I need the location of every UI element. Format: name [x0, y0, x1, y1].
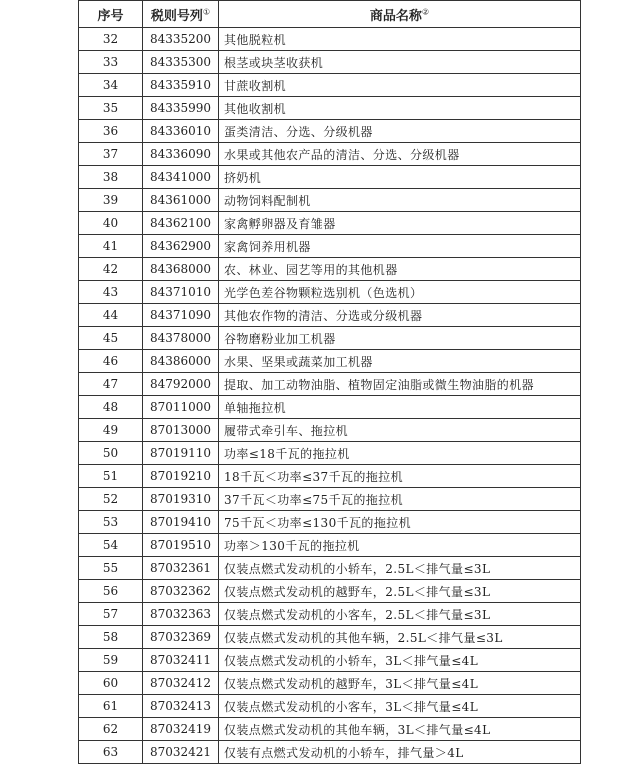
cell-name: 其他农作物的清洁、分选或分级机器: [219, 304, 581, 327]
cell-seq: 52: [79, 488, 143, 511]
cell-name: 农、林业、园艺等用的其他机器: [219, 258, 581, 281]
cell-name: 根茎或块茎收获机: [219, 51, 581, 74]
cell-seq: 48: [79, 396, 143, 419]
cell-seq: 47: [79, 373, 143, 396]
cell-name: 履带式牵引车、拖拉机: [219, 419, 581, 442]
cell-code: 87032362: [143, 580, 219, 603]
cell-name: 挤奶机: [219, 166, 581, 189]
cell-seq: 40: [79, 212, 143, 235]
cell-code: 84792000: [143, 373, 219, 396]
cell-code: 84336090: [143, 143, 219, 166]
cell-seq: 55: [79, 557, 143, 580]
cell-code: 84341000: [143, 166, 219, 189]
cell-name: 18千瓦＜功率≤37千瓦的拖拉机: [219, 465, 581, 488]
header-name: 商品名称②: [219, 1, 581, 28]
cell-code: 84371090: [143, 304, 219, 327]
cell-code: 87019210: [143, 465, 219, 488]
cell-seq: 32: [79, 28, 143, 51]
table-row: [79, 718, 581, 741]
cell-name: 功率＞130千瓦的拖拉机: [219, 534, 581, 557]
cell-code: 87019410: [143, 511, 219, 534]
cell-code: 84335200: [143, 28, 219, 51]
table-row: [79, 350, 581, 373]
cell-seq: 42: [79, 258, 143, 281]
cell-name: 仅装点燃式发动机的其他车辆，3L＜排气量≤4L: [219, 718, 581, 741]
cell-name: 单轴拖拉机: [219, 396, 581, 419]
cell-name: 甘蔗收割机: [219, 74, 581, 97]
cell-seq: 36: [79, 120, 143, 143]
table-row: [79, 741, 581, 764]
cell-name: 仅装点燃式发动机的小客车，2.5L＜排气量≤3L: [219, 603, 581, 626]
table-row: [79, 442, 581, 465]
table-row: [79, 511, 581, 534]
cell-name: 蛋类清洁、分选、分级机器: [219, 120, 581, 143]
cell-seq: 43: [79, 281, 143, 304]
cell-seq: 49: [79, 419, 143, 442]
table-row: [79, 695, 581, 718]
cell-seq: 56: [79, 580, 143, 603]
cell-seq: 34: [79, 74, 143, 97]
cell-seq: 41: [79, 235, 143, 258]
cell-code: 87032369: [143, 626, 219, 649]
cell-name: 75千瓦＜功率≤130千瓦的拖拉机: [219, 511, 581, 534]
cell-seq: 51: [79, 465, 143, 488]
cell-code: 84362900: [143, 235, 219, 258]
cell-seq: 38: [79, 166, 143, 189]
cell-name: 仅装点燃式发动机的小轿车，3L＜排气量≤4L: [219, 649, 581, 672]
table-row: [79, 327, 581, 350]
table-row: [79, 120, 581, 143]
table-row: [79, 557, 581, 580]
table-row: [79, 166, 581, 189]
footnote-marker: ②: [421, 7, 430, 17]
table-row: [79, 189, 581, 212]
cell-code: 84371010: [143, 281, 219, 304]
cell-code: 84386000: [143, 350, 219, 373]
cell-name: 谷物磨粉业加工机器: [219, 327, 581, 350]
cell-seq: 50: [79, 442, 143, 465]
cell-name: 家禽孵卵器及育雏器: [219, 212, 581, 235]
table-row: [79, 51, 581, 74]
cell-seq: 33: [79, 51, 143, 74]
table-row: [79, 258, 581, 281]
cell-name: 提取、加工动物油脂、植物固定油脂或微生物油脂的机器: [219, 373, 581, 396]
table-row: [79, 488, 581, 511]
cell-name: 光学色差谷物颗粒选别机（色选机）: [219, 281, 581, 304]
cell-code: 87019110: [143, 442, 219, 465]
cell-seq: 58: [79, 626, 143, 649]
cell-name: 仅装点燃式发动机的其他车辆，2.5L＜排气量≤3L: [219, 626, 581, 649]
cell-seq: 59: [79, 649, 143, 672]
cell-seq: 62: [79, 718, 143, 741]
cell-name: 仅装点燃式发动机的越野车，2.5L＜排气量≤3L: [219, 580, 581, 603]
cell-name: 仅装点燃式发动机的小客车，3L＜排气量≤4L: [219, 695, 581, 718]
table-row: [79, 304, 581, 327]
cell-name: 仅装点燃式发动机的越野车，3L＜排气量≤4L: [219, 672, 581, 695]
cell-seq: 37: [79, 143, 143, 166]
cell-code: 84368000: [143, 258, 219, 281]
cell-name: 其他脱粒机: [219, 28, 581, 51]
header-seq: 序号: [79, 1, 143, 28]
cell-code: 87019510: [143, 534, 219, 557]
table-row: [79, 580, 581, 603]
cell-name: 仅装点燃式发动机的小轿车，2.5L＜排气量≤3L: [219, 557, 581, 580]
cell-seq: 46: [79, 350, 143, 373]
table-body: [79, 28, 581, 764]
cell-code: 84361000: [143, 189, 219, 212]
cell-seq: 57: [79, 603, 143, 626]
cell-name: 家禽饲养用机器: [219, 235, 581, 258]
cell-name: 功率≤18千瓦的拖拉机: [219, 442, 581, 465]
cell-code: 87032421: [143, 741, 219, 764]
cell-name: 仅装有点燃式发动机的小轿车，排气量＞4L: [219, 741, 581, 764]
table-row: [79, 396, 581, 419]
cell-seq: 54: [79, 534, 143, 557]
document-page: [78, 0, 580, 764]
cell-code: 84335300: [143, 51, 219, 74]
table-row: [79, 281, 581, 304]
cell-code: 87032413: [143, 695, 219, 718]
footnote-marker: ①: [202, 7, 211, 17]
table-row: [79, 74, 581, 97]
tariff-table: [78, 0, 581, 764]
cell-code: 87013000: [143, 419, 219, 442]
table-row: [79, 465, 581, 488]
table-row: [79, 28, 581, 51]
cell-seq: 35: [79, 97, 143, 120]
cell-code: 87032411: [143, 649, 219, 672]
table-row: [79, 534, 581, 557]
cell-code: 87032361: [143, 557, 219, 580]
cell-code: 87011000: [143, 396, 219, 419]
cell-name: 动物饲料配制机: [219, 189, 581, 212]
cell-seq: 63: [79, 741, 143, 764]
cell-code: 84335910: [143, 74, 219, 97]
cell-code: 84378000: [143, 327, 219, 350]
cell-code: 84335990: [143, 97, 219, 120]
cell-code: 84336010: [143, 120, 219, 143]
cell-code: 87032419: [143, 718, 219, 741]
table-row: [79, 212, 581, 235]
cell-seq: 39: [79, 189, 143, 212]
cell-seq: 44: [79, 304, 143, 327]
cell-code: 87019310: [143, 488, 219, 511]
cell-name: 水果或其他农产品的清洁、分选、分级机器: [219, 143, 581, 166]
table-header-row: [79, 1, 581, 28]
table-row: [79, 143, 581, 166]
cell-seq: 60: [79, 672, 143, 695]
cell-name: 37千瓦＜功率≤75千瓦的拖拉机: [219, 488, 581, 511]
header-code: 税则号列①: [143, 1, 219, 28]
cell-code: 84362100: [143, 212, 219, 235]
cell-code: 87032363: [143, 603, 219, 626]
cell-code: 87032412: [143, 672, 219, 695]
table-row: [79, 373, 581, 396]
cell-seq: 53: [79, 511, 143, 534]
cell-seq: 61: [79, 695, 143, 718]
cell-name: 水果、坚果或蔬菜加工机器: [219, 350, 581, 373]
table-row: [79, 672, 581, 695]
table-row: [79, 649, 581, 672]
table-row: [79, 97, 581, 120]
table-row: [79, 603, 581, 626]
table-row: [79, 419, 581, 442]
cell-seq: 45: [79, 327, 143, 350]
table-row: [79, 235, 581, 258]
table-row: [79, 626, 581, 649]
cell-name: 其他收割机: [219, 97, 581, 120]
